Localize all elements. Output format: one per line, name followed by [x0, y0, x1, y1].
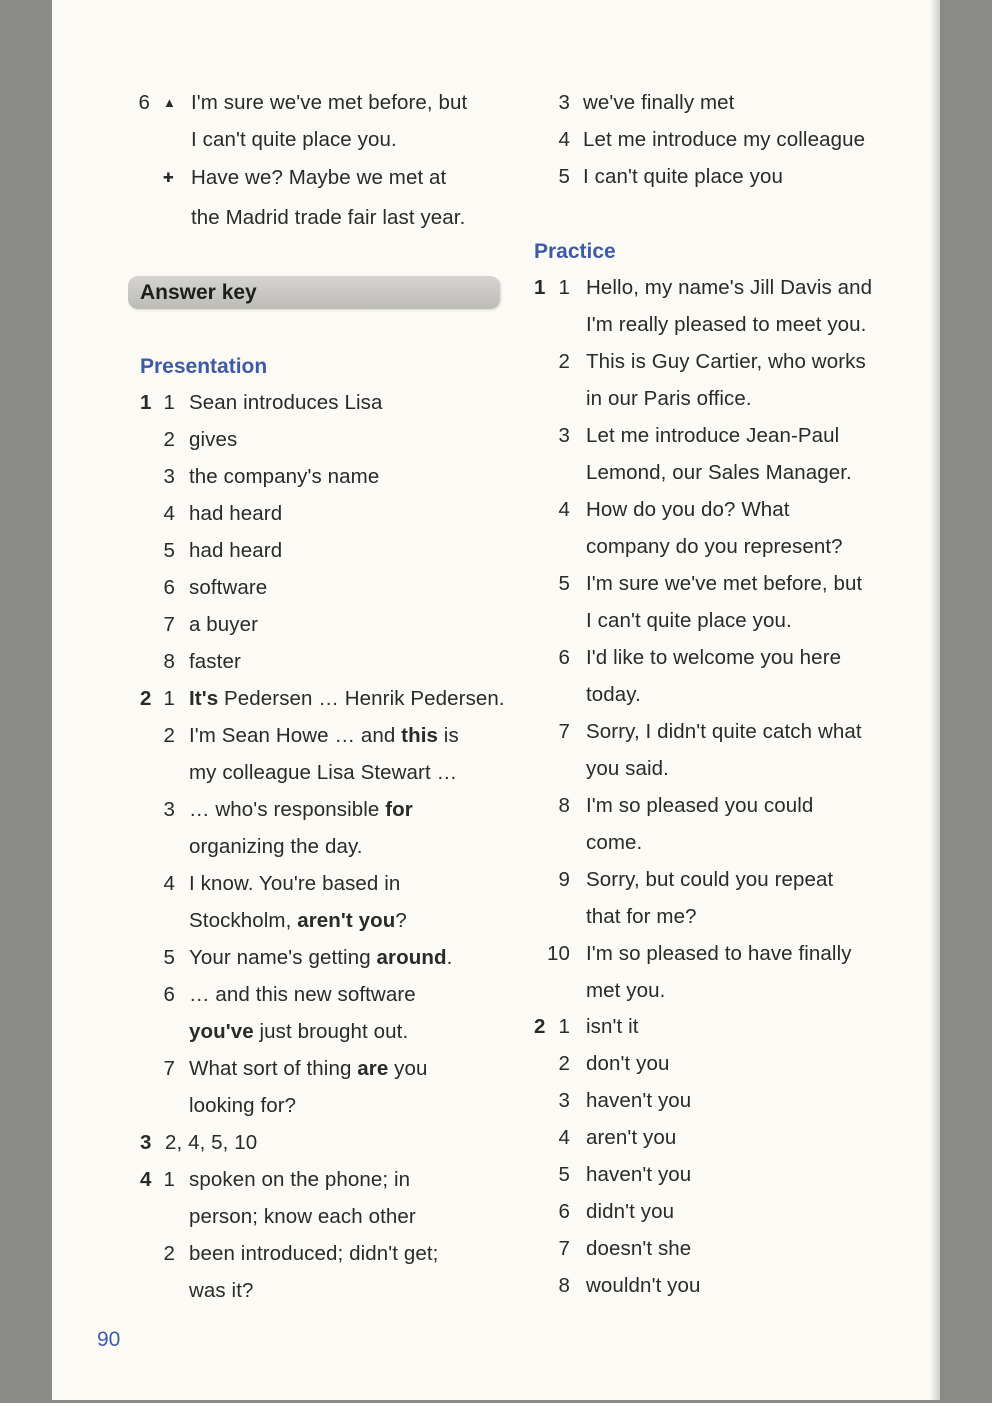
- answer-text: person; know each other: [189, 1205, 416, 1228]
- answer-text: looking for?: [189, 1094, 297, 1117]
- answer-text: didn't you: [586, 1200, 675, 1223]
- answer-text: company do you represent?: [586, 535, 843, 558]
- item-number: 6: [163, 983, 175, 1006]
- answer-text: faster: [189, 650, 241, 673]
- item-number: 1: [163, 1168, 175, 1191]
- answer-text: This is Guy Cartier, who works: [586, 350, 866, 373]
- answer-text: Stockholm, aren't you?: [189, 909, 407, 932]
- answer-text: haven't you: [586, 1163, 692, 1186]
- item-number: 8: [558, 794, 570, 817]
- item-number: 3: [558, 424, 570, 447]
- answer-text: don't you: [586, 1052, 670, 1075]
- item-number: 6: [558, 646, 570, 669]
- exercise-number: 2: [534, 1015, 546, 1038]
- answer-text: … and this new software: [189, 983, 416, 1006]
- answer-text: I'm Sean Howe … and this is: [189, 724, 459, 747]
- answer-text: my colleague Lisa Stewart …: [189, 761, 458, 784]
- answer-text: the company's name: [189, 465, 380, 488]
- item-number: 8: [558, 1274, 570, 1297]
- item-number: 4: [558, 498, 570, 521]
- answer-text: I can't quite place you.: [191, 128, 397, 151]
- answer-text: Let me introduce my colleague: [583, 128, 866, 151]
- page-number: 90: [97, 1328, 121, 1351]
- answer-text: Sorry, but could you repeat: [586, 868, 834, 891]
- answer-text: the Madrid trade fair last year.: [191, 206, 466, 229]
- answer-text: It's Pedersen … Henrik Pedersen.: [189, 687, 505, 710]
- answer-text: had heard: [189, 502, 283, 525]
- answer-text: haven't you: [586, 1089, 692, 1112]
- answer-text: that for me?: [586, 905, 697, 928]
- answer-text: gives: [189, 428, 238, 451]
- item-number: 4: [163, 502, 175, 525]
- item-number: 6: [138, 91, 150, 114]
- answer-text: met you.: [586, 979, 666, 1002]
- item-number: 5: [163, 946, 175, 969]
- item-number: 2: [163, 724, 175, 747]
- item-number: 4: [163, 872, 175, 895]
- answer-text: 2, 4, 5, 10: [165, 1131, 258, 1154]
- book-page: [52, 0, 940, 1400]
- item-number: 2: [163, 428, 175, 451]
- item-number: 2: [163, 1242, 175, 1265]
- answer-text: software: [189, 576, 268, 599]
- answer-text: I'm so pleased you could: [586, 794, 814, 817]
- exercise-number: 3: [140, 1131, 152, 1154]
- answer-text: I can't quite place you.: [586, 609, 792, 632]
- answer-text: you said.: [586, 757, 669, 780]
- answer-key-bar: [128, 276, 500, 309]
- item-number: 3: [558, 91, 570, 114]
- item-number: 7: [558, 1237, 570, 1260]
- item-number: 7: [558, 720, 570, 743]
- answer-text: Hello, my name's Jill Davis and: [586, 276, 873, 299]
- item-number: 3: [558, 1089, 570, 1112]
- answer-text: Your name's getting around.: [189, 946, 453, 969]
- item-number: 5: [163, 539, 175, 562]
- answer-text: was it?: [189, 1279, 254, 1302]
- exercise-number: 2: [140, 687, 152, 710]
- answer-text: Have we? Maybe we met at: [191, 166, 447, 189]
- item-number: 1: [163, 391, 175, 414]
- answer-text: come.: [586, 831, 643, 854]
- plus-bullet-icon: ✚: [163, 170, 174, 185]
- answer-text: aren't you: [586, 1126, 677, 1149]
- item-number: 3: [163, 798, 175, 821]
- answer-text: What sort of thing are you: [189, 1057, 428, 1080]
- item-number: 7: [163, 613, 175, 636]
- item-number: 5: [558, 1163, 570, 1186]
- triangle-bullet-icon: ▲: [163, 95, 176, 110]
- answer-text: spoken on the phone; in: [189, 1168, 411, 1191]
- answer-text: had heard: [189, 539, 283, 562]
- item-number: 3: [163, 465, 175, 488]
- answer-text: we've finally met: [583, 91, 735, 114]
- item-number: 1: [558, 276, 570, 299]
- item-number: 8: [163, 650, 175, 673]
- exercise-number: 4: [140, 1168, 152, 1191]
- item-number: 6: [558, 1200, 570, 1223]
- item-number: 2: [558, 1052, 570, 1075]
- answer-text: I'm sure we've met before, but: [586, 572, 863, 595]
- item-number: 5: [558, 165, 570, 188]
- answer-key-label: Answer key: [140, 281, 257, 304]
- item-number: 4: [558, 1126, 570, 1149]
- presentation-heading: Presentation: [140, 355, 268, 378]
- answer-text: a buyer: [189, 613, 259, 636]
- item-number: 1: [558, 1015, 570, 1038]
- item-number: 2: [558, 350, 570, 373]
- answer-text: been introduced; didn't get;: [189, 1242, 439, 1265]
- exercise-number: 1: [534, 276, 546, 299]
- answer-text: wouldn't you: [586, 1274, 701, 1297]
- answer-text: today.: [586, 683, 641, 706]
- exercise-number: 1: [140, 391, 152, 414]
- item-number: 4: [558, 128, 570, 151]
- answer-text: Sean introduces Lisa: [189, 391, 383, 414]
- item-number: 6: [163, 576, 175, 599]
- answer-text: I know. You're based in: [189, 872, 401, 895]
- answer-text: you've just brought out.: [189, 1020, 409, 1043]
- answer-text: Sorry, I didn't quite catch what: [586, 720, 862, 743]
- answer-text: in our Paris office.: [586, 387, 752, 410]
- answer-text: doesn't she: [586, 1237, 692, 1260]
- answer-text: I'm really pleased to meet you.: [586, 313, 867, 336]
- answer-text: I'm so pleased to have finally: [586, 942, 852, 965]
- answer-text: I can't quite place you: [583, 165, 783, 188]
- answer-text: Lemond, our Sales Manager.: [586, 461, 852, 484]
- answer-text: Let me introduce Jean-Paul: [586, 424, 840, 447]
- item-number: 5: [558, 572, 570, 595]
- item-number: 1: [163, 687, 175, 710]
- answer-text: organizing the day.: [189, 835, 363, 858]
- answer-text: … who's responsible for: [189, 798, 413, 821]
- answer-text: isn't it: [586, 1015, 639, 1038]
- item-number: 10: [546, 942, 570, 965]
- item-number: 7: [163, 1057, 175, 1080]
- answer-text: How do you do? What: [586, 498, 790, 521]
- practice-heading: Practice: [534, 240, 616, 263]
- answer-text: I'd like to welcome you here: [586, 646, 842, 669]
- item-number: 9: [558, 868, 570, 891]
- answer-text: I'm sure we've met before, but: [191, 91, 468, 114]
